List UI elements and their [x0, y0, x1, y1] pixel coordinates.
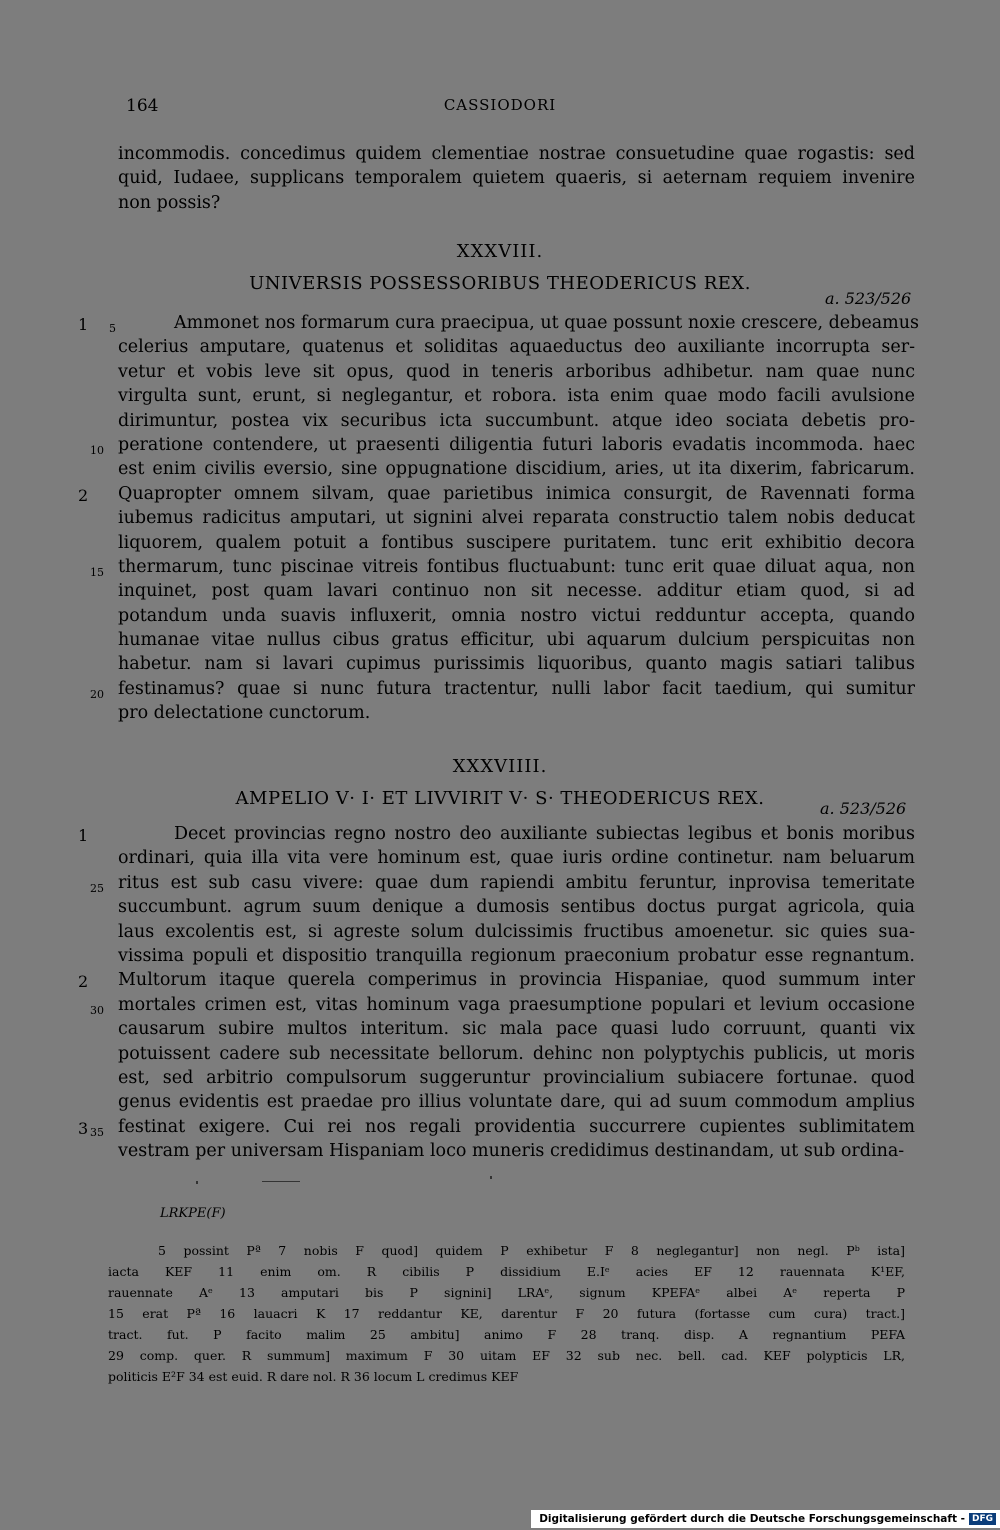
- text-line: [118, 506, 915, 530]
- line-text: inquinet, post quam lavari continuo non sit necesse. additur etiam quod, si ad: [118, 581, 915, 602]
- text-line: [118, 1017, 915, 1041]
- dfg-logo-icon: DFG: [969, 1513, 996, 1525]
- line-text: non possis?: [118, 192, 221, 213]
- line-text: est enim civilis eversio, sine oppugnatione discidium, aries, ut ita dixerim, fabricarum.: [118, 459, 915, 480]
- text-line: [118, 409, 915, 433]
- text-line: [78, 482, 915, 506]
- line-number: 20: [90, 687, 104, 701]
- text-line: [118, 920, 915, 944]
- section-body-38: [78, 311, 919, 726]
- text-line: [78, 311, 919, 335]
- apparatus-line: 15 erat Pª 16 lauacri K 17 reddantur KE, darentur F 20 futura (fortasse cum cura) tract.]: [108, 1306, 905, 1321]
- critical-apparatus: [108, 1240, 905, 1387]
- line-text: Quapropter omnem silvam, quae parietibus inimica consurgit, de Ravennati forma: [118, 483, 915, 504]
- text-line: [118, 384, 915, 408]
- line-text: quid, Iudaee, supplicans temporalem quietem quaeris, si aeternam requiem invenire: [118, 168, 915, 189]
- text-line: [118, 1066, 915, 1090]
- text-line: [118, 457, 915, 481]
- line-text: vestram per universam Hispaniam loco muneris credidimus destinandam, ut sub ordina-: [118, 1141, 905, 1162]
- divider-mark: [196, 1181, 198, 1184]
- section-date-39: a. 523/526: [820, 799, 907, 818]
- apparatus-line: politicis E²F 34 est euid. R dare nol. R 36 locum L credimus KEF: [108, 1369, 519, 1384]
- text-line: [118, 579, 915, 603]
- line-text: potuissent cadere sub necessitate bellorum. dehinc non polyptychis publicis, ut moris: [118, 1043, 915, 1064]
- apparatus-line: tract. fut. P facito malim 25 ambitu] animo F 28 tranq. disp. A regnantium PEFA: [108, 1327, 905, 1342]
- line-text: Ammonet nos formarum cura praecipua, ut quae possunt noxie crescere, debeamus: [174, 313, 919, 333]
- line-text: vissima populi et dispositio tranquilla regionum praeconium probatur esse regnantum.: [118, 945, 915, 966]
- line-text: festinamus? quae si nunc futura tractentur, nulli labor facit taedium, qui sumitur: [118, 678, 915, 699]
- page-header: [0, 96, 1000, 118]
- text-line: [118, 1139, 915, 1163]
- line-number: 15: [90, 565, 104, 579]
- divider-mark: [490, 1176, 492, 1179]
- paragraph-number: 2: [78, 972, 89, 992]
- section-number-39: XXXVIIII.: [452, 756, 548, 777]
- section-number-38: XXXVIII.: [456, 241, 544, 262]
- credit-text: Digitalisierung gefördert durch die Deutsche Forschungsgemeinschaft -: [539, 1513, 965, 1525]
- line-text: potandum unda suavis influxerit, omnia nostro victui redduntur accepta, quando: [118, 605, 915, 626]
- line-number: 30: [90, 1003, 104, 1017]
- line-number: 10: [90, 443, 104, 457]
- section-date-38: a. 523/526: [825, 289, 912, 308]
- line-text: liquorem, qualem potuit a fontibus suscipere puritatem. tunc erit exhibitio decora: [118, 532, 915, 553]
- paragraph-number: 1: [78, 826, 89, 845]
- text-line: [118, 846, 915, 870]
- line-text: peratione contendere, ut praesenti diligentia futuri laboris evadatis incommoda. haec: [118, 434, 915, 455]
- text-line: [118, 360, 915, 384]
- text-line: [118, 335, 915, 359]
- text-line: [118, 191, 915, 215]
- opening-paragraph: [118, 142, 915, 215]
- line-number: 5: [109, 322, 116, 335]
- paragraph-number: 2: [78, 485, 89, 505]
- section-body-39: [78, 822, 915, 1163]
- text-line: [78, 968, 915, 992]
- text-line: [118, 1090, 915, 1114]
- text-line: [90, 433, 915, 457]
- text-line: [118, 604, 915, 628]
- text-line: [118, 895, 915, 919]
- section-title-38: UNIVERSIS POSSESSORIBUS THEODERICUS REX.: [249, 273, 751, 294]
- line-text: ordinari, quia illa vita vere hominum est, quae iuris ordine continetur. nam beluarum: [118, 848, 915, 869]
- line-text: celerius amputare, quatenus et soliditas aquaeductus deo auxiliante incorrupta ser-: [118, 337, 915, 358]
- line-text: pro delectatione cunctorum.: [118, 703, 371, 724]
- page-number: 164: [126, 96, 159, 116]
- apparatus-line: iacta KEF 11 enim om. R cibilis P dissidium E.Iᵉ acies EF 12 rauennata K¹EF,: [108, 1264, 905, 1279]
- running-title: CASSIODORI: [443, 96, 557, 114]
- line-text: humanae vitae nullus cibus gratus efficitur, ubi aquarum dulcium perspicuitas non: [118, 630, 915, 651]
- line-text: laus excolentis est, si agreste solum dulcissimis fructibus amoenetur. sic quies sua-: [118, 921, 915, 942]
- line-text: thermarum, tunc piscinae vitreis fontibus fluctuabunt: tunc erit quae diluat aqua, non: [118, 556, 915, 577]
- line-text: incommodis. concedimus quidem clementiae nostrae consuetudine quae rogastis: sed: [118, 144, 915, 164]
- text-line: [90, 677, 915, 701]
- text-line: [90, 555, 915, 579]
- line-text: iubemus radicitus amputari, ut signini alvei reparata constructio talem nobis deducat: [118, 508, 915, 529]
- paragraph-number: 1: [78, 315, 89, 334]
- text-line: [90, 871, 915, 895]
- footnote-divider: [262, 1181, 300, 1182]
- text-line: [78, 1115, 915, 1139]
- line-number: 25: [90, 881, 104, 895]
- line-text: vetur et vobis leve sit opus, quod in teneris arboribus adhibetur. nam quae nunc: [118, 361, 915, 382]
- apparatus-line: 29 comp. quer. R summum] maximum F 30 uitam EF 32 sub nec. bell. cad. KEF polypticis LR,: [108, 1348, 905, 1363]
- text-line: [118, 531, 915, 555]
- line-text: genus evidentis est praedae pro illius voluntate dare, qui ad suum commodum amplius: [118, 1092, 915, 1113]
- text-line: [118, 701, 915, 725]
- text-line: [118, 944, 915, 968]
- line-text: habetur. nam si lavari cupimus purissimis liquoribus, quanto magis satiari talibus: [118, 654, 915, 675]
- apparatus-line: rauennate Aᵉ 13 amputari bis P signini] LRAᵉ, signum KPEFAᵉ albei Aᵉ reperta P: [108, 1285, 905, 1300]
- digitization-credit: [531, 1510, 1000, 1528]
- line-text: est, sed arbitrio compulsorum suggeruntur provincialium subiacere fortunae. quod: [118, 1067, 915, 1088]
- text-line: [118, 652, 915, 676]
- line-text: causarum subire multos interitum. sic mala pace quasi ludo corruunt, quanti vix: [118, 1019, 915, 1040]
- line-text: dirimuntur, postea vix securibus icta succumbunt. atque ideo sociata debetis pro-: [118, 410, 915, 431]
- text-line: [118, 628, 915, 652]
- text-line: [78, 822, 915, 846]
- paragraph-number: 3: [78, 1118, 89, 1138]
- line-text: succumbunt. agrum suum denique a dumosis sentibus doctus purgat agricola, quia: [118, 897, 915, 918]
- text-line: [118, 166, 915, 190]
- line-text: Multorum itaque querela comperimus in provincia Hispaniae, quod summum inter: [118, 970, 915, 991]
- section-title-39: AMPELIO V· I· ET LIVVIRIT V· S· THEODERICUS REX.: [235, 788, 765, 809]
- text-line: [118, 142, 915, 166]
- line-text: mortales crimen est, vitas hominum vaga praesumptione populari et levium occasione: [118, 994, 915, 1015]
- text-line: [90, 993, 915, 1017]
- line-text: Decet provincias regno nostro deo auxiliante subiectas legibus et bonis moribus: [174, 824, 915, 844]
- manuscript-sigla: LRKPE(F): [160, 1206, 226, 1221]
- line-number: 35: [90, 1125, 104, 1139]
- line-text: ritus est sub casu vivere: quae dum rapiendi ambitu feruntur, inprovisa temeritate: [118, 872, 915, 893]
- line-text: festinat exigere. Cui rei nos regali providentia succurrere cupientes sublimitatem: [118, 1116, 915, 1137]
- text-line: [118, 1042, 915, 1066]
- apparatus-line: 5 possint Pª 7 nobis F quod] quidem P exhibetur F 8 neglegantur] non negl. Pᵇ ista]: [158, 1243, 905, 1258]
- line-text: virgulta sunt, erunt, si neglegantur, et robora. ista enim quae modo facili avulsione: [118, 386, 915, 407]
